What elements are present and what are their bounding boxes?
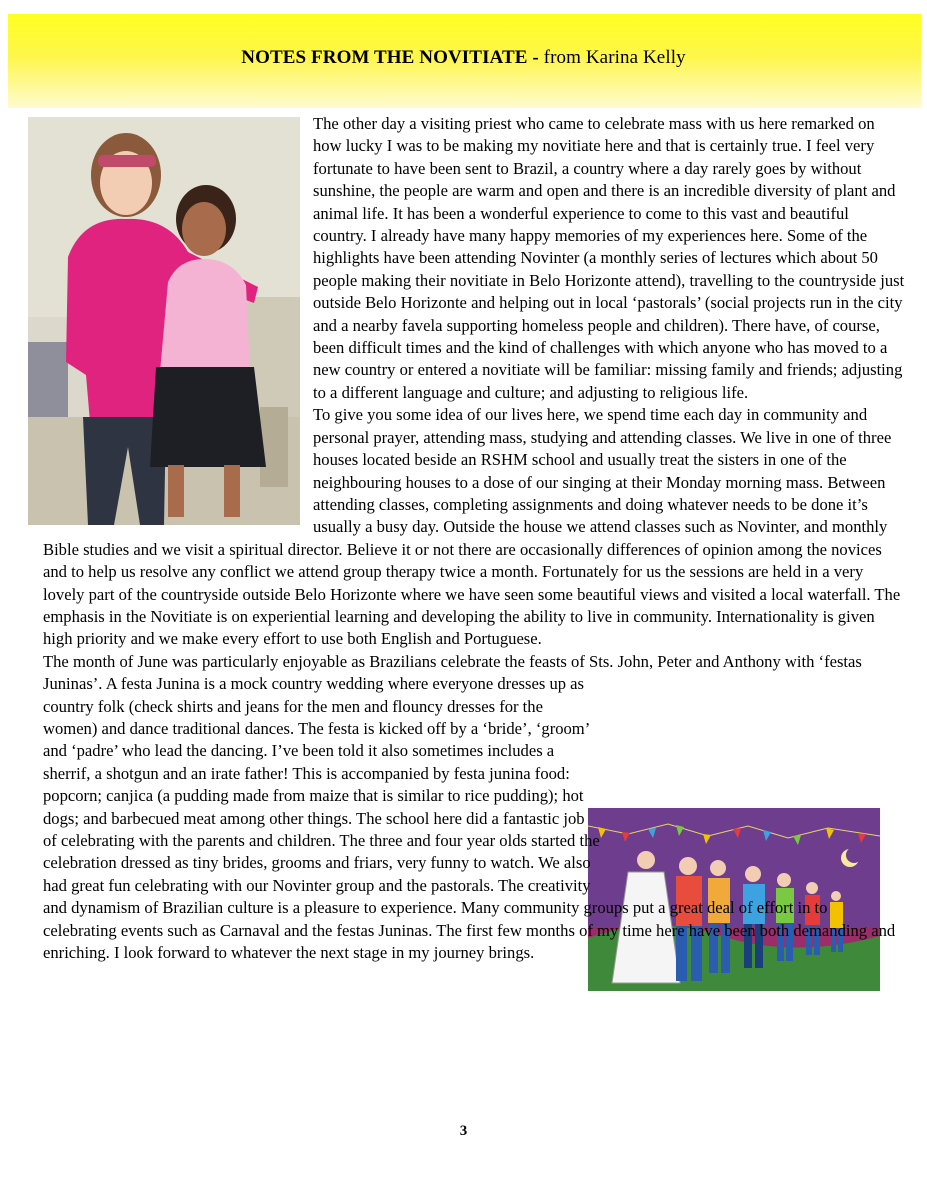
page-title (0, 47, 927, 69)
title-author: from Karina Kelly (543, 47, 686, 68)
paragraph-2: To give you some idea of our lives here, we spend time each day in community and personal prayer, attending mass, studying and attending classes. We live in one of three houses located beside an RSHM school and usually treat the sisters in one of the neighbouring houses to a dose of our singing at their Monday morning mass. Between attending classes, completing assignments and doing whatever needs to be done it’s usually a busy day. Outside the house we attend classes such as Novinter, and monthly Bible studies and we visit a spiritual director. Believe it or not there are occasionally differences of opinion among the novices and to help us resolve any conflict we attend group therapy twice a month. Fortunately for us the sessions are held in a very lovely part of the countryside outside Belo Horizonte where we have seen some beautiful views and visited a local waterfall. The emphasis in the Novitiate is on experiential learning and developing the ability to live in community. Internationality is given high priority and we make every effort to use both English and Portuguese. (43, 405, 901, 649)
festa-spacer (600, 700, 905, 890)
article-body (43, 113, 905, 964)
photo-spacer (43, 113, 313, 529)
paragraph-3-lead: The month of June was particularly enjoyable as Brazilians celebrate the feasts of Sts. John, Peter and Anthony with ‘festas Juninas’. A festa Junina is a mock country wedding where everyone dresses up as (43, 651, 862, 694)
page-number: 3 (459, 1123, 468, 1139)
title-bold: NOTES FROM THE NOVITIATE - (241, 47, 539, 68)
paragraph-1: The other day a visiting priest who came to celebrate mass with us here remarked on how lucky I was to be making my novitiate here and that is certainly true. I feel very fortunate to have been sent to Brazil, a country where a day rarely goes by without sunshine, the people are warm and open and there is an incredible diversity of plant and animal life. It has been a wonderful experience to come to this vast and beautiful country. I already have many happy memories of my experiences here. Some of the highlights have been attending Novinter (a monthly series of lectures which about 50 people making their novitiate in Belo Horizonte attend), travelling to the countryside just outside Belo Horizonte and helping out in local ‘pastorals’ (social projects run in the city and a nearby favela supporting homeless people and children). There have, of course, been difficult times and the kind of challenges with which anyone who has moved to a new country or entered a novitiate will be familiar: missing family and friends; adjusting to a different language and culture; and adjusting to religious life. (313, 114, 905, 402)
paragraph-3-rest: country folk (check shirts and jeans for the men and flouncy dresses for the women) and dance traditional dances. The festa is kicked off by a ‘bride’, ‘groom’ and ‘padre’ who lead the dancing. I’ve been told it also sometimes includes a sherrif, a shotgun and an irate father! This is accompanied by festa junina food: popcorn; canjica (a pudding made from maize that is similar to rice pudding); hot dogs; and barbecued meat among other things. The school here did a fantastic job of celebrating with the parents and children. The three and four year olds started the celebration dressed as tiny brides, grooms and friars, very funny to watch. We also had great fun celebrating with our Novinter group and the pastorals. The creativity and dynamism of Brazilian culture is a pleasure to experience. Many community groups put a great deal of effort in to celebrating events such as Carnaval and the festas Juninas. The first few months of my time here have been both demanding and enriching. I look forward to whatever the next stage in my journey brings. (43, 696, 896, 963)
